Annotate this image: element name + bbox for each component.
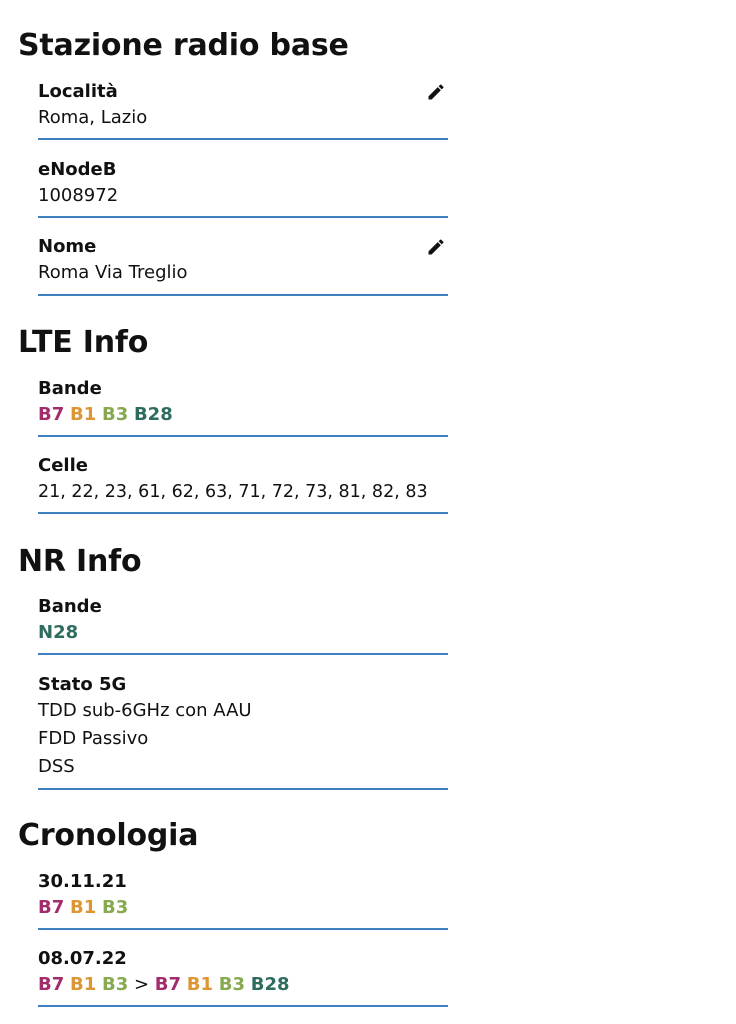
band-b7: B7: [38, 897, 65, 918]
band-b1: B1: [69, 404, 97, 425]
nr-status-line: TDD sub-6GHz con AAU: [38, 700, 252, 721]
nr-heading: NR Info: [18, 544, 142, 579]
enodeb-field: [38, 158, 448, 218]
nr-status-line: FDD Passivo: [38, 728, 149, 749]
history-entry: [38, 870, 448, 930]
band-b1: B1: [69, 897, 97, 918]
lte-bands-value: [38, 401, 448, 429]
name-field[interactable]: [38, 235, 448, 296]
band-b7: B7: [38, 404, 65, 425]
lte-bands-field: [38, 377, 448, 437]
nr-status-line: DSS: [38, 756, 75, 777]
nr-bands-field: [38, 595, 448, 655]
location-label: Località: [38, 81, 118, 102]
enodeb-value: 1008972: [38, 185, 119, 206]
nr-status-field: [38, 673, 448, 790]
name-label: Nome: [38, 236, 97, 257]
band-b3: B3: [101, 974, 129, 995]
enodeb-label: eNodeB: [38, 159, 117, 180]
history-date: 08.07.22: [38, 948, 127, 969]
nr-bands-label: Bande: [38, 596, 102, 617]
band-b7: B7: [154, 974, 182, 995]
name-value: Roma Via Treglio: [38, 262, 188, 283]
history-arrow: >: [133, 974, 150, 995]
band-b3: B3: [218, 974, 245, 995]
lte-heading: LTE Info: [18, 325, 149, 360]
pencil-icon[interactable]: [426, 237, 446, 257]
band-b1: B1: [186, 974, 214, 995]
lte-bands-label: Bande: [38, 378, 102, 399]
location-field[interactable]: [38, 80, 448, 140]
band-b7: B7: [38, 974, 65, 995]
history-entry: [38, 947, 448, 1007]
band-n28: N28: [38, 622, 79, 643]
pencil-icon[interactable]: [426, 82, 446, 102]
band-b3: B3: [101, 404, 129, 425]
nr-bands-value: [38, 619, 448, 647]
history-date: 30.11.21: [38, 871, 127, 892]
lte-cells-label: Celle: [38, 455, 88, 476]
history-bands: [38, 971, 448, 999]
lte-cells-field: [38, 454, 448, 514]
lte-cells-value: 21, 22, 23, 61, 62, 63, 71, 72, 73, 81, 82, 83: [38, 482, 428, 502]
history-heading: Cronologia: [18, 818, 199, 853]
station-heading: Stazione radio base: [18, 28, 349, 63]
band-b1: B1: [69, 974, 97, 995]
history-bands: [38, 894, 448, 922]
band-b3: B3: [101, 897, 129, 918]
nr-status-label: Stato 5G: [38, 674, 127, 695]
band-b28: B28: [133, 404, 173, 425]
location-value: Roma, Lazio: [38, 107, 148, 128]
band-b28: B28: [250, 974, 290, 995]
